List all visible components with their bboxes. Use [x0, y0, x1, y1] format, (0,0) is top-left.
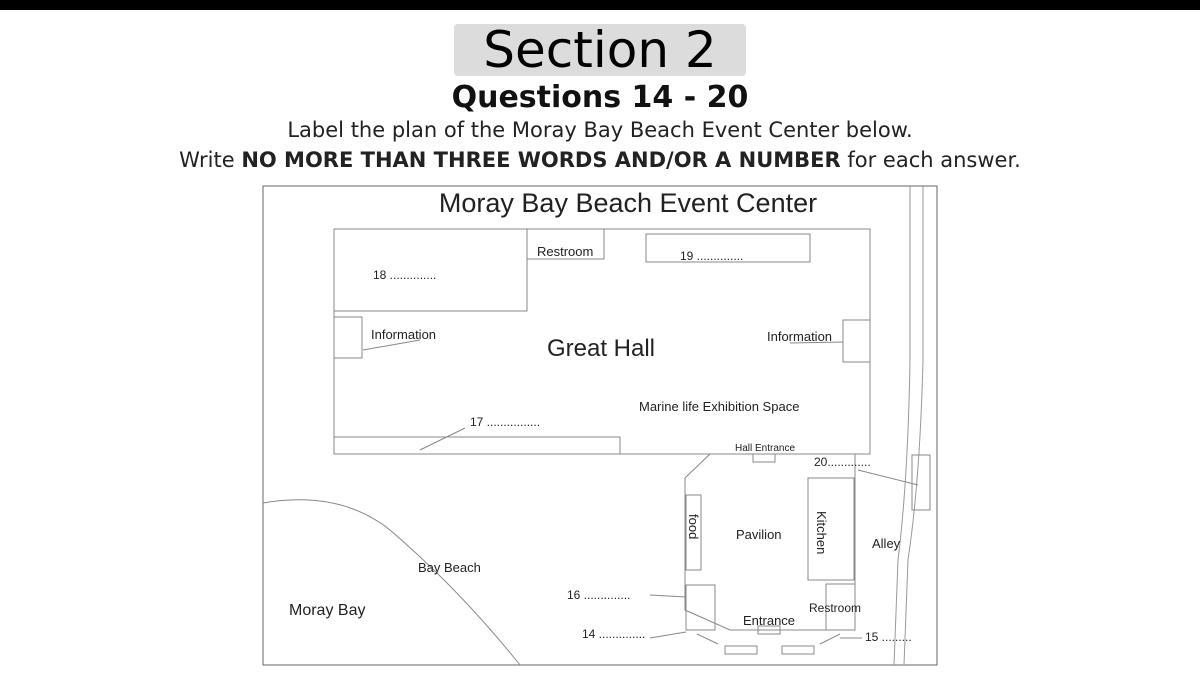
- questions-heading: Questions 14 - 20: [451, 80, 749, 115]
- hall-entrance-label: Hall Entrance: [735, 443, 796, 454]
- q16-label: 16 ..............: [567, 588, 631, 602]
- information-right-label: Information: [767, 329, 833, 344]
- marine-life-label: Marine life Exhibition Space: [639, 399, 800, 414]
- instruction-line-1: Label the plan of the Moray Bay Beach Event Center below.: [287, 118, 913, 142]
- q17-label: 17 ................: [470, 415, 541, 429]
- q19-label: 19 ..............: [680, 249, 744, 263]
- q18-label: 18 ..............: [373, 268, 437, 282]
- pavilion-label: Pavilion: [736, 527, 782, 542]
- restroom-top-label: Restroom: [537, 244, 594, 259]
- section-title: Section 2: [483, 21, 717, 79]
- instruction-write: Write: [179, 148, 235, 172]
- instruction-bold: NO MORE THAN THREE WORDS AND/OR A NUMBER: [241, 148, 841, 172]
- alley-label: Alley: [872, 536, 901, 551]
- restroom-bottom-label: Restroom: [809, 601, 862, 615]
- instruction-end: for each answer.: [847, 148, 1021, 172]
- food-label: food: [686, 514, 701, 540]
- kitchen-label: Kitchen: [814, 511, 829, 555]
- q15-label: 15 .........: [865, 630, 912, 644]
- information-left-label: Information: [371, 327, 437, 342]
- q14-label: 14 ..............: [582, 627, 646, 641]
- entrance-label: Entrance: [743, 613, 796, 628]
- moray-bay-label: Moray Bay: [289, 602, 366, 619]
- q20-label: 20.............: [814, 455, 871, 469]
- great-hall-label: Great Hall: [546, 335, 656, 362]
- plan-title: Moray Bay Beach Event Center: [438, 188, 818, 218]
- bay-beach-label: Bay Beach: [418, 560, 481, 575]
